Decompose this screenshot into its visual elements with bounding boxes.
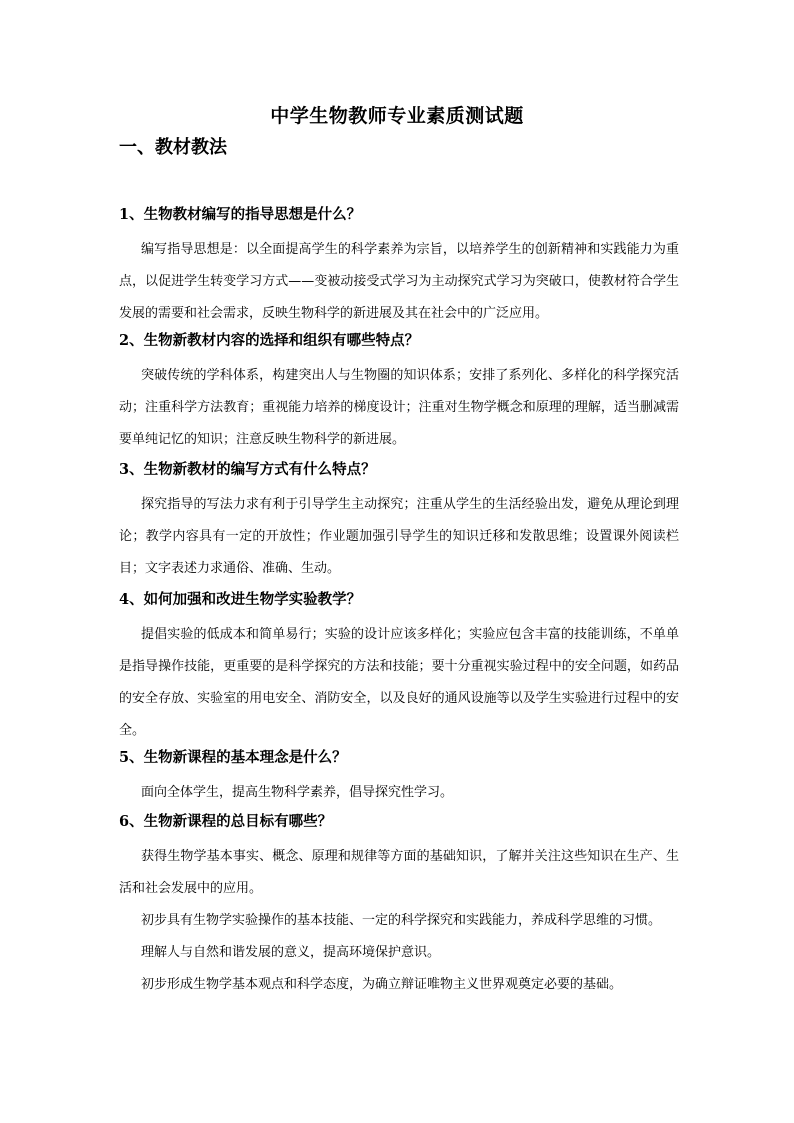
question-block-1 [119,204,679,330]
answer-paragraph: 面向全体学生，提高生物科学素养，倡导探究性学习。 [141,785,454,800]
document-title: 中学生物教师专业素质测试题 [270,105,524,127]
question-block-5 [119,747,679,809]
question-heading: 5、生物新课程的基本理念是什么？ [119,749,347,766]
question-heading: 3、生物新教材的编写方式有什么特点？ [119,461,376,478]
question-block-2 [119,330,679,456]
question-block-4 [119,589,679,747]
question-heading: 6、生物新课程的总目标有哪些？ [119,813,333,830]
answer-paragraph: 提倡实验的低成本和简单易行；实验的设计应该多样化；实验应包含丰富的技能训练，不单单是指导操作技能，更重要的是科学探究的方法和技能；要十分重视实验过程中的安全问题，如药品的安全存放、实验室的用电安全、消防安全，以及良好的通风设施等以及学生实验进行过程中的安全。 [119,627,679,738]
answer-paragraph: 编写指导思想是：以全面提高学生的科学素养为宗旨，以培养学生的创新精神和实践能力为重点，以促进学生转变学习方式——变被动接受式学习为主动探究式学习为突破口，使教材符合学生发展的需要和社会需求，反映生物科学的新进展及其在社会中的广泛应用。 [119,242,679,321]
answer-paragraph: 理解人与自然和谐发展的意义，提高环境保护意识。 [141,945,441,960]
question-heading: 2、生物新教材内容的选择和组织有哪些特点？ [119,332,420,349]
answer-paragraph: 探究指导的写法力求有利于引导学生主动探究；注重从学生的生活经验出发，避免从理论到理论；教学内容具有一定的开放性；作业题加强引导学生的知识迁移和发散思维；设置课外阅读栏目；文字表述力求通俗、准确、生动。 [119,497,679,576]
answer-paragraph: 初步具有生物学实验操作的基本技能、一定的科学探究和实践能力，养成科学思维的习惯。 [141,913,662,928]
question-block-6 [119,811,679,1001]
question-heading: 4、如何加强和改进生物学实验教学？ [119,591,362,608]
answer-paragraph: 获得生物学基本事实、概念、原理和规律等方面的基础知识，了解并关注这些知识在生产、生活和社会发展中的应用。 [119,849,679,896]
section-heading: 一、教材教法 [119,137,227,158]
answer-paragraph: 初步形成生物学基本观点和科学态度，为确立辩证唯物主义世界观奠定必要的基础。 [141,977,623,992]
question-block-3 [119,459,679,585]
question-heading: 1、生物教材编写的指导思想是什么？ [119,206,362,223]
answer-paragraph: 突破传统的学科体系，构建突出人与生物圈的知识体系；安排了系列化、多样化的科学探究活动；注重科学方法教育；重视能力培养的梯度设计；注重对生物学概念和原理的理解，适当删减需要单纯记忆的知识；注意反映生物科学的新进展。 [119,368,679,447]
